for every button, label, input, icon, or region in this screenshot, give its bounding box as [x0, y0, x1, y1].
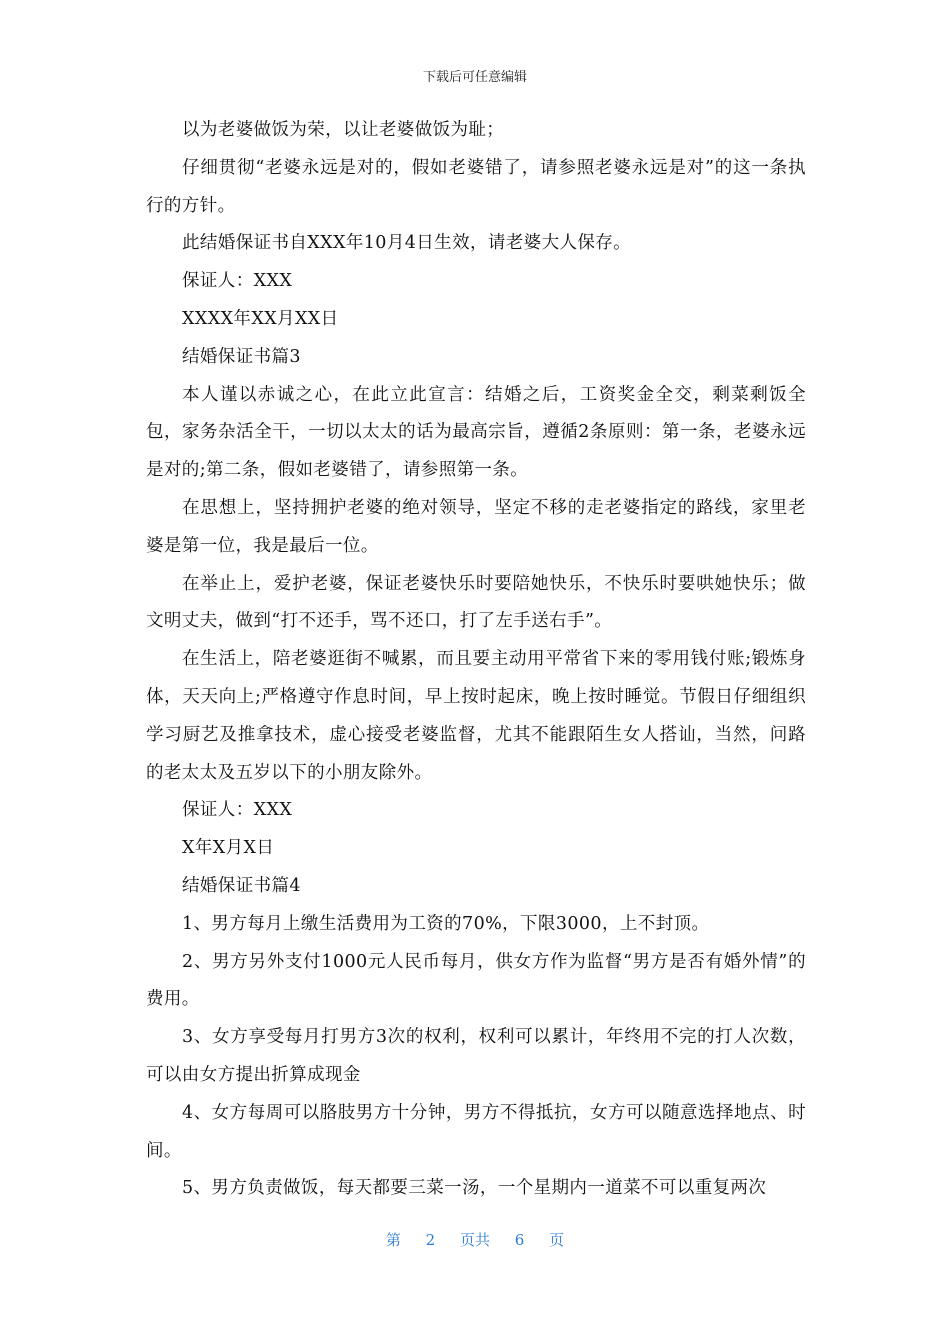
paragraph: 在举止上，爱护老婆，保证老婆快乐时要陪她快乐，不快乐时要哄她快乐；做文明丈夫，做到“打不还手，骂不还口，打了左手送右手”。 — [146, 573, 806, 632]
paragraph: 在生活上，陪老婆逛街不喊累，而且要主动用平常省下来的零用钱付账;锻炼身体，天天向上;严格遵守作息时间，早上按时起床，晚上按时睡觉。节假日仔细组织学习厨艺及推拿技术，虚心接受老婆监督，尤其不能跟陌生女人搭讪，当然，问路的老太太及五岁以下的小朋友除外。 — [146, 649, 806, 783]
footer-suffix: 页 — [549, 1231, 565, 1249]
signature-line: 保证人：XXX — [182, 271, 293, 292]
footer-middle: 页共 — [459, 1231, 490, 1249]
date-line: XXXX年XX月XX日 — [182, 308, 339, 329]
paragraph: 仔细贯彻“老婆永远是对的，假如老婆错了，请参照老婆永远是对”的这一条执行的方针。 — [146, 157, 806, 216]
page-header: 下载后可任意编辑 — [422, 70, 527, 85]
paragraph: 本人谨以赤诚之心，在此立此宣言：结婚之后，工资奖金全交，剩菜剩饭全包，家务杂活全干，一切以太太的话为最高宗旨，遵循2条原则：第一条，老婆永远是对的;第二条，假如老婆错了，请参照第一条。 — [146, 384, 806, 481]
section-title: 结婚保证书篇3 — [182, 346, 301, 367]
section-title: 结婚保证书篇4 — [182, 875, 301, 896]
list-item: 2、男方另外支付1000元人民币每月，供女方作为监督“男方是否有婚外情”的费用。 — [146, 951, 806, 1010]
paragraph: 在思想上，坚持拥护老婆的绝对领导，坚定不移的走老婆指定的路线，家里老婆是第一位，我是最后一位。 — [146, 497, 806, 556]
total-page-number: 6 — [514, 1231, 525, 1249]
list-item: 3、女方享受每月打男方3次的权利，权利可以累计，年终用不完的打人次数，可以由女方提出折算成现金 — [146, 1027, 806, 1085]
signature-line: 保证人：XXX — [182, 800, 293, 821]
date-line: X年X月X日 — [182, 838, 275, 859]
current-page-number: 2 — [425, 1231, 436, 1249]
list-item: 1、男方每月上缴生活费用为工资的70%，下限3000，上不封顶。 — [182, 913, 710, 934]
list-item: 5、男方负责做饭，每天都要三菜一汤，一个星期内一道菜不可以重复两次 — [182, 1178, 767, 1199]
footer-prefix: 第 — [385, 1231, 401, 1249]
paragraph: 此结婚保证书自XXX年10月4日生效，请老婆大人保存。 — [182, 233, 632, 254]
paragraph: 以为老婆做饭为荣，以让老婆做饭为耻； — [182, 120, 505, 140]
list-item: 4、女方每周可以胳肢男方十分钟，男方不得抵抗，女方可以随意选择地点、时间。 — [146, 1102, 806, 1161]
document-body — [146, 112, 806, 1208]
page-footer — [0, 1229, 950, 1250]
